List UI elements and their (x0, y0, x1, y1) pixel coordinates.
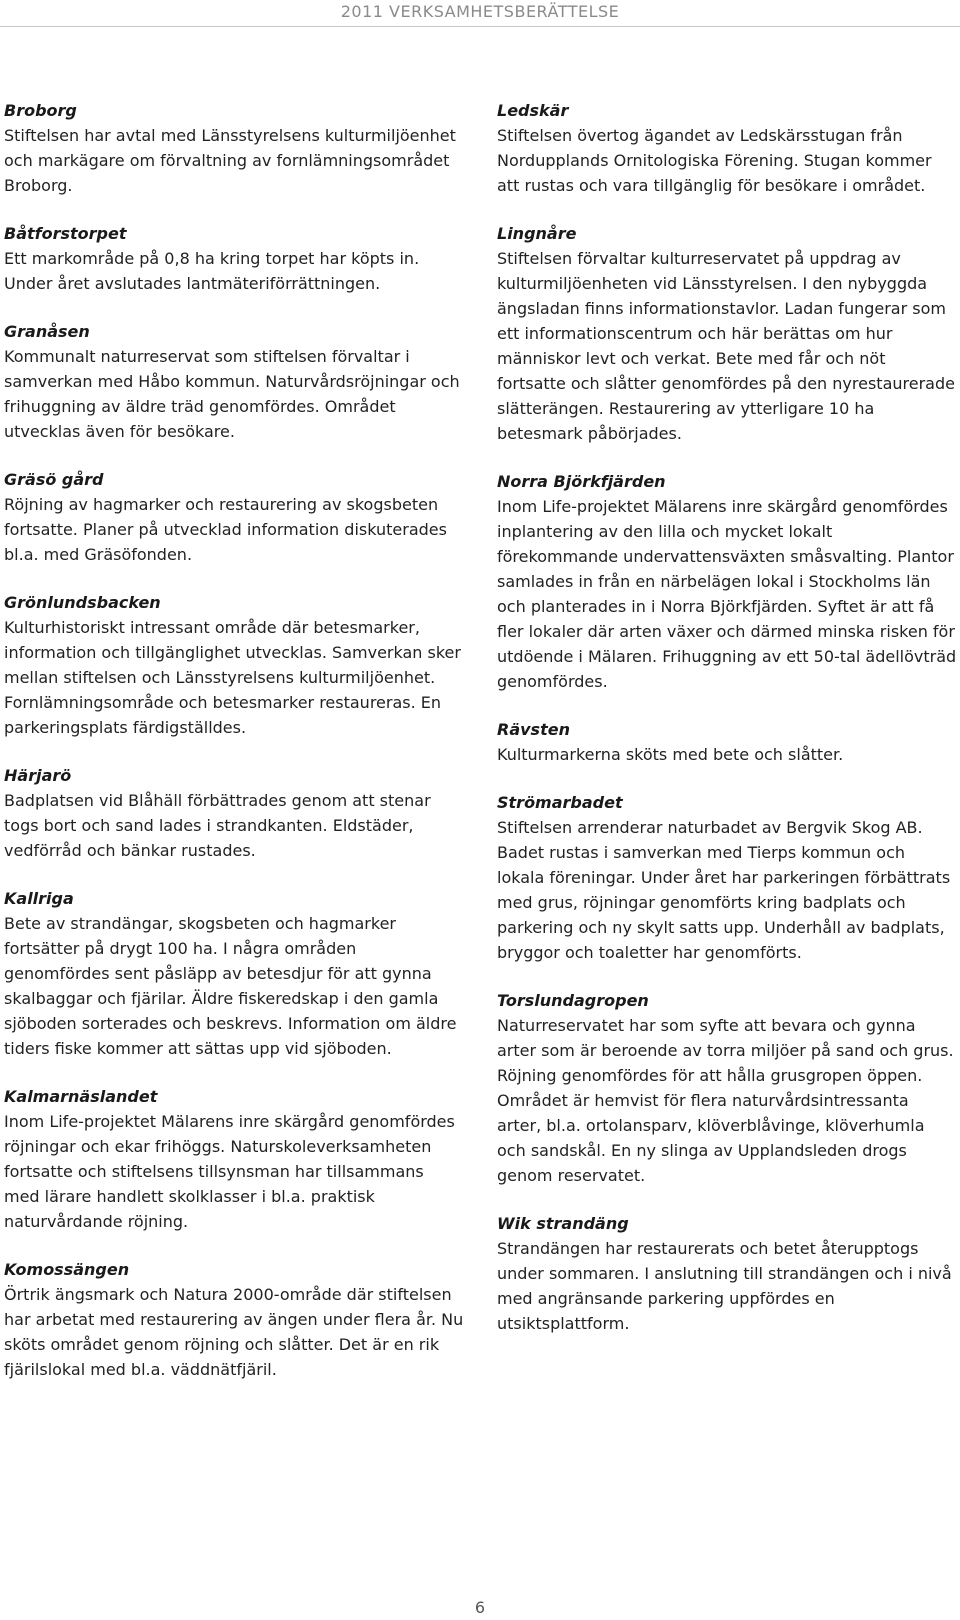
section-body: Stiftelsen har avtal med Länsstyrelsens kulturmiljöenhet och markägare om förvaltning av fornlämningsområdet Broborg. (4, 126, 456, 195)
section-body: Badplatsen vid Blåhäll förbättrades genom att stenar togs bort och sand lades i strandkanten. Eldstäder, vedförråd och bänkar rustades. (4, 791, 431, 860)
section-komossangen (4, 1257, 464, 1382)
section-kallriga (4, 886, 464, 1061)
section-title: Härjarö (4, 766, 72, 785)
section-body: Kulturmarkerna sköts med bete och slåtter. (497, 745, 844, 764)
page-number: 6 (474, 1598, 486, 1617)
section-graso-gard (4, 467, 464, 567)
section-title: Lingnåre (497, 224, 577, 243)
section-title: Komossängen (4, 1260, 130, 1279)
right-column (497, 98, 957, 1359)
section-title: Kalmarnäslandet (4, 1087, 158, 1106)
section-title: Granåsen (4, 322, 90, 341)
section-title: Broborg (4, 101, 77, 120)
section-batforstorpet (4, 221, 464, 296)
section-body: Inom Life-projektet Mälarens inre skärgård genomfördes röjningar och ekar frihöggs. Naturskoleverksamheten fortsatte och stiftelsens tillsynsman har tillsammans med lärare handlett skolklasser i bl.a. praktisk naturvårdande röjning. (4, 1112, 455, 1231)
section-title: Strömarbadet (497, 793, 623, 812)
section-title: Torslundagropen (497, 991, 649, 1010)
section-wik-strandang (497, 1211, 957, 1336)
left-column (4, 98, 464, 1405)
running-header (0, 0, 960, 27)
section-torslundagropen (497, 988, 957, 1188)
section-title: Kallriga (4, 889, 74, 908)
section-gronlundsbacken (4, 590, 464, 740)
section-granasen (4, 319, 464, 444)
section-body: Naturreservatet har som syfte att bevara och gynna arter som är beroende av torra miljöer på sand och grus. Röjning genomfördes för att hålla grusgropen öppen. Området är hemvist för flera naturvårdsintressanta arter, bl.a. ortolansparv, klöverblåvinge, klöverhumla och sandskål. En ny slinga av Upplandsleden drogs genom reservatet. (497, 1016, 954, 1185)
section-body: Kulturhistoriskt intressant område där betesmarker, information och tillgänglighet utvecklas. Samverkan sker mellan stiftelsen och Länsstyrelsens kulturmiljöenhet. Fornlämningsområde och betesmarker restaureras. En parkeringsplats färdigställdes. (4, 618, 461, 737)
section-title: Rävsten (497, 720, 570, 739)
section-body: Inom Life-projektet Mälarens inre skärgård genomfördes inplantering av den lilla och mycket lokalt förekommande undervattensväxten småsvalting. Plantor samlades in från en närbelägen lokal i Stockholms län och planterades in i Norra Björkfjärden. Syftet är att få fler lokaler där arten växer och därmed minska risken för utdöende i Mälaren. Frihuggning av ett 50-tal ädellövträd genomfördes. (497, 497, 957, 691)
section-title: Wik strandäng (497, 1214, 629, 1233)
section-broborg (4, 98, 464, 198)
section-body: Stiftelsen förvaltar kulturreservatet på uppdrag av kulturmiljöenheten vid Länsstyrelsen. I den nybyggda ängsladan finns informationstavlor. Ladan fungerar som ett informationscentrum och här berättas om hur människor levt och verkat. Bete med får och nöt fortsatte och slåtter genomfördes på den nyrestaurerade slätterängen. Restaurering av ytterligare 10 ha betesmark påbörjades. (497, 249, 955, 443)
section-title: Gräsö gård (4, 470, 104, 489)
section-ledskar (497, 98, 957, 198)
section-harjaro (4, 763, 464, 863)
section-body: Strandängen har restaurerats och betet återupptogs under sommaren. I anslutning till strandängen och i nivå med angränsande parkering uppfördes en utsiktsplattform. (497, 1239, 952, 1333)
section-body: Stiftelsen arrenderar naturbadet av Bergvik Skog AB. Badet rustas i samverkan med Tierps kommun och lokala föreningar. Under året har parkeringen förbättrats med grus, röjningar genomförts kring badplats och parkering och ny skylt satts upp. Underhåll av badplats, bryggor och toaletter har genomförts. (497, 818, 951, 962)
section-lingnare (497, 221, 957, 446)
section-title: Ledskär (497, 101, 569, 120)
section-kalmarnaslandet (4, 1084, 464, 1234)
section-body: Stiftelsen övertog ägandet av Ledskärsstugan från Nordupplands Ornitologiska Förening. Stugan kommer att rustas och vara tillgänglig för besökare i området. (497, 126, 932, 195)
section-title: Grönlundsbacken (4, 593, 161, 612)
section-stromarbadet (497, 790, 957, 965)
section-body: Bete av strandängar, skogsbeten och hagmarker fortsätter på drygt 100 ha. I några områden genomfördes sent påsläpp av betesdjur för att gynna skalbaggar och fjärilar. Äldre fiskeredskap i den gamla sjöboden sorterades och beskrevs. Information om äldre tiders fiske kommer att sättas upp vid sjöboden. (4, 914, 457, 1058)
section-norra-bjorkfjarden (497, 469, 957, 694)
section-ravsten (497, 717, 957, 767)
report-title: 2011 VERKSAMHETSBERÄTTELSE (340, 2, 620, 21)
section-title: Båtforstorpet (4, 224, 127, 243)
section-title: Norra Björkfjärden (497, 472, 666, 491)
section-body: Röjning av hagmarker och restaurering av skogsbeten fortsatte. Planer på utvecklad information diskuterades bl.a. med Gräsöfonden. (4, 495, 447, 564)
section-body: Kommunalt naturreservat som stiftelsen förvaltar i samverkan med Håbo kommun. Naturvårdsröjningar och frihuggning av äldre träd genomfördes. Området utvecklas även för besökare. (4, 347, 460, 441)
section-body: Örtrik ängsmark och Natura 2000-område där stiftelsen har arbetat med restaurering av ängen under flera år. Nu sköts området genom röjning och slåtter. Det är en rik fjärilslokal med bl.a. väddnätfjäril. (4, 1285, 464, 1379)
section-body: Ett markområde på 0,8 ha kring torpet har köpts in. Under året avslutades lantmäteriförrättningen. (4, 249, 420, 293)
